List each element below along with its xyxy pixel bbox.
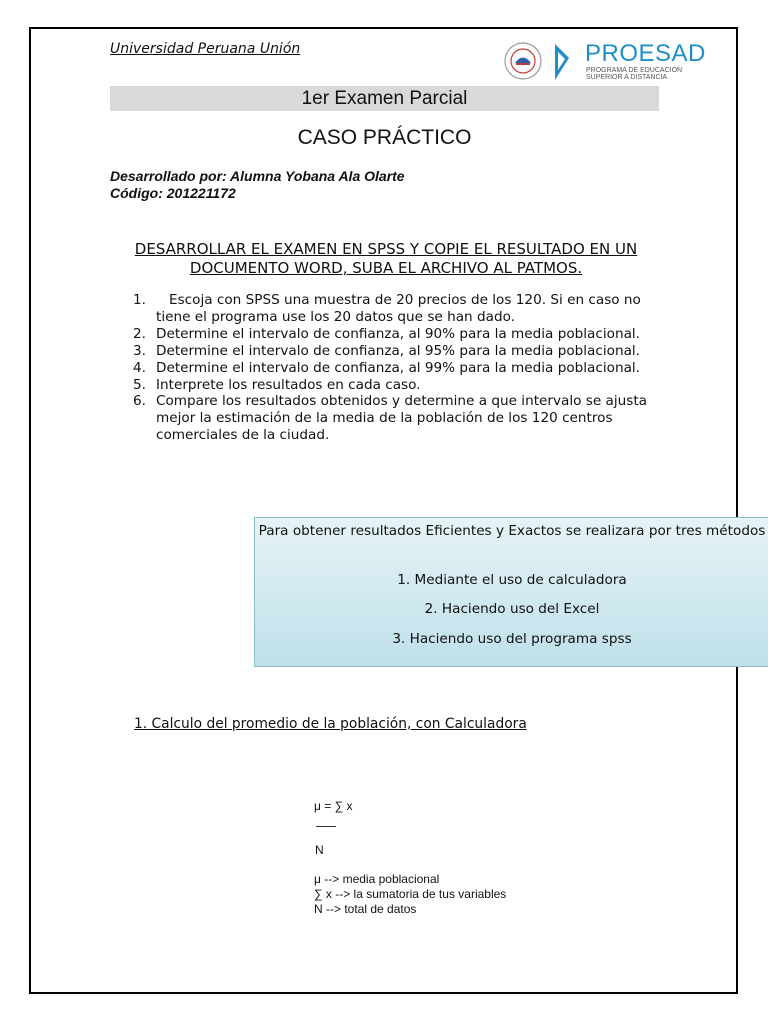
list-item: 1. Escoja con SPSS una muestra de 20 precios de los 120. Si en caso no tiene el programa use los 20 datos que se han dado. [133,292,641,325]
methods-info-box [254,517,768,667]
caso-title: CASO PRÁCTICO [297,126,472,149]
code-line: Código: 201221172 [110,185,236,201]
list-item: 5. Interprete los resultados en cada caso. [133,376,421,393]
proesad-logo-text: PROESAD [585,40,706,67]
formula-legend [314,872,506,917]
author-block [110,168,405,202]
formula-denominator: N [315,843,324,857]
task-list [133,292,653,444]
method-calculator: 1. Mediante el uso de calculadora [397,572,627,588]
list-item: 6. Compare los resultados obtenidos y determine a que intervalo se ajusta mejor la estimación de la media de la población de los 120 centros comerciales de la ciudad. [133,393,647,444]
university-name: Universidad Peruana Unión [110,41,301,57]
header-logos [503,40,706,82]
list-item: 4. Determine el intervalo de confianza, al 99% para la media poblacional. [133,359,640,376]
formula-numerator: μ = ∑ x [314,799,353,813]
formula-fraction-line [316,826,336,827]
exam-title: 1er Examen Parcial [301,88,468,109]
method-excel: 2. Haciendo uso del Excel [424,601,600,617]
instruction-heading: DESARROLLAR EL EXAMEN EN SPSS Y COPIE EL RESULTADO EN UN DOCUMENTO WORD, SUBA EL ARCHIVO AL PATMOS. [134,240,638,277]
legend-sum: ∑ x --> la sumatoria de tus variables [314,887,507,901]
list-item: 3. Determine el intervalo de confianza, al 95% para la media poblacional. [133,342,640,359]
proesad-logo-sub2: SUPERIOR A DISTANCIA [586,74,668,81]
proesad-logo-sub1: PROGRAMA DE EDUCACIÓN [586,67,683,74]
section-1-title: 1. Calculo del promedio de la población, con Calculadora [134,716,527,732]
list-item: 2. Determine el intervalo de confianza, al 90% para la media poblacional. [133,325,640,342]
legend-n: N --> total de datos [314,902,417,916]
legend-mu: μ --> media poblacional [314,872,440,886]
author-line: Desarrollado por: Alumna Yobana Ala Olarte [110,168,405,184]
method-spss: 3. Haciendo uso del programa spss [392,631,632,647]
methods-heading: Para obtener resultados Eficientes y Exactos se realizara por tres métodos [258,523,766,539]
